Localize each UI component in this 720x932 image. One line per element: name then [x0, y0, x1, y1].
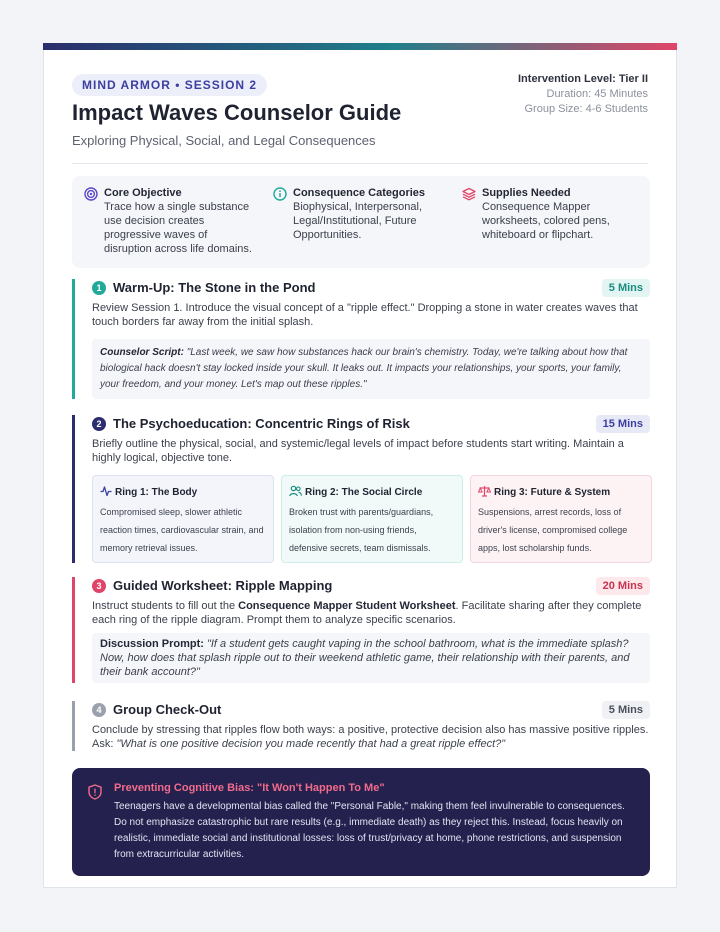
step-title: Warm-Up: The Stone in the Pond	[113, 280, 316, 295]
step-psychoeducation	[72, 415, 650, 563]
discussion-prompt	[92, 633, 650, 683]
gradient-top-bar	[43, 43, 677, 50]
step-description: Review Session 1. Introduce the visual concept of a "ripple effect." Dropping a stone in water creates waves that touch borders far away from the initial splash.	[92, 302, 638, 328]
step-description: Briefly outline the physical, social, and systemic/legal levels of impact before students start writing. Maintain a highly logical, objective tone.	[92, 438, 624, 464]
prompt-label: Discussion Prompt:	[100, 638, 204, 650]
ring-text: Suspensions, arrest records, loss of driver's license, compromised college apps, lost scholarship funds.	[478, 507, 628, 553]
session-meta	[518, 72, 648, 117]
overview-box	[72, 176, 650, 268]
script-label: Counselor Script:	[100, 347, 184, 358]
overview-core-objective	[84, 186, 256, 256]
callout-text: Teenagers have a developmental bias called the "Personal Fable," making them feel invulnerable to consequences. Do not emphasize catastrophic but rare results (e.g., immediate death) as they reject this. Instead, focus heavily on realistic, immediate social and institutional losses: loss of trust/privacy at home, phone restrictions, and suspension from extracurricular activities.	[114, 801, 625, 860]
users-icon	[289, 485, 302, 497]
step-description: Conclude by stressing that ripples flow both ways: a positive, protective decision also has massive positive ripples. Ask: "What is one positive decision you made recently that had a great ripple effect?"	[92, 724, 649, 750]
step-guided-worksheet	[72, 577, 650, 683]
target-icon	[84, 187, 98, 201]
ring-title: Ring 2: The Social Circle	[305, 487, 423, 498]
guide-page	[43, 43, 677, 888]
time-badge: 15 Mins	[596, 415, 650, 433]
step-title: Group Check-Out	[113, 702, 222, 717]
ring-social-card	[281, 475, 463, 563]
intervention-level: Intervention Level: Tier II	[518, 73, 648, 85]
ring-text: Broken trust with parents/guardians, isolation from non-using friends, defensive secrets, team dismissals.	[289, 507, 434, 553]
worksheet-name: Consequence Mapper Student Worksheet	[238, 600, 456, 612]
overview-text: Biophysical, Interpersonal, Legal/Institutional, Future Opportunities.	[293, 201, 423, 241]
ring-title: Ring 1: The Body	[115, 487, 198, 498]
prompt-text: "If a student gets caught vaping in the school bathroom, what is the immediate splash? Now, how does that splash ripple out to their weekend athletic game, their relationship with their parents, and their bank account?"	[100, 638, 630, 678]
shield-alert-icon	[88, 784, 102, 805]
risk-rings	[92, 475, 650, 563]
time-badge: 5 Mins	[602, 701, 650, 719]
time-badge: 20 Mins	[596, 577, 650, 595]
info-icon	[273, 187, 287, 201]
header-divider	[72, 163, 648, 164]
script-text: "Last week, we saw how substances hack our brain's chemistry. Today, we're talking about how that biological hack doesn't stay locked inside your skull. It leaks out. It impacts your relationships, your sports, your family, your freedom, and your money. Let's map out these ripples."	[100, 347, 628, 390]
session-badge: MIND ARMOR • SESSION 2	[72, 74, 267, 96]
scale-icon	[478, 485, 491, 497]
step-number: 4	[92, 703, 106, 717]
overview-heading: Consequence Categories	[293, 187, 426, 199]
step-number: 1	[92, 281, 106, 295]
overview-heading: Supplies Needed	[482, 187, 571, 199]
overview-supplies-needed	[462, 186, 634, 242]
cognitive-bias-callout	[72, 768, 650, 876]
step-number: 3	[92, 579, 106, 593]
ring-text: Compromised sleep, slower athletic reaction times, cardiovascular strain, and memory retrieval issues.	[100, 507, 264, 553]
callout-heading: Preventing Cognitive Bias: "It Won't Happen To Me"	[114, 782, 385, 794]
step-description: Instruct students to fill out the Consequence Mapper Student Worksheet. Facilitate sharing after they complete each ring of the ripple diagram. Prompt them to analyze specific scenarios.	[92, 600, 642, 626]
overview-text: Trace how a single substance use decision creates progressive waves of disruption across life domains.	[104, 201, 252, 255]
ring-future-card	[470, 475, 652, 563]
step-warm-up	[72, 279, 650, 399]
step-title: The Psychoeducation: Concentric Rings of Risk	[113, 416, 410, 431]
step-group-check-out	[72, 701, 650, 751]
page-subtitle: Exploring Physical, Social, and Legal Consequences	[72, 133, 376, 148]
checkout-question: "What is one positive decision you made recently that had a great ripple effect?"	[116, 738, 506, 750]
step-title: Guided Worksheet: Ripple Mapping	[113, 578, 333, 593]
page-title: Impact Waves Counselor Guide	[72, 100, 402, 125]
step-number: 2	[92, 417, 106, 431]
ring-body-card	[92, 475, 274, 563]
overview-consequence-categories	[273, 186, 445, 242]
session-duration: Duration: 45 Minutes	[546, 88, 648, 100]
overview-text: Consequence Mapper worksheets, colored pens, whiteboard or flipchart.	[482, 201, 610, 241]
layers-icon	[462, 187, 476, 201]
counselor-script	[92, 339, 650, 399]
overview-heading: Core Objective	[104, 187, 182, 199]
ring-title: Ring 3: Future & System	[494, 487, 611, 498]
time-badge: 5 Mins	[602, 279, 650, 297]
pulse-icon	[100, 485, 112, 497]
group-size: Group Size: 4-6 Students	[524, 103, 648, 115]
